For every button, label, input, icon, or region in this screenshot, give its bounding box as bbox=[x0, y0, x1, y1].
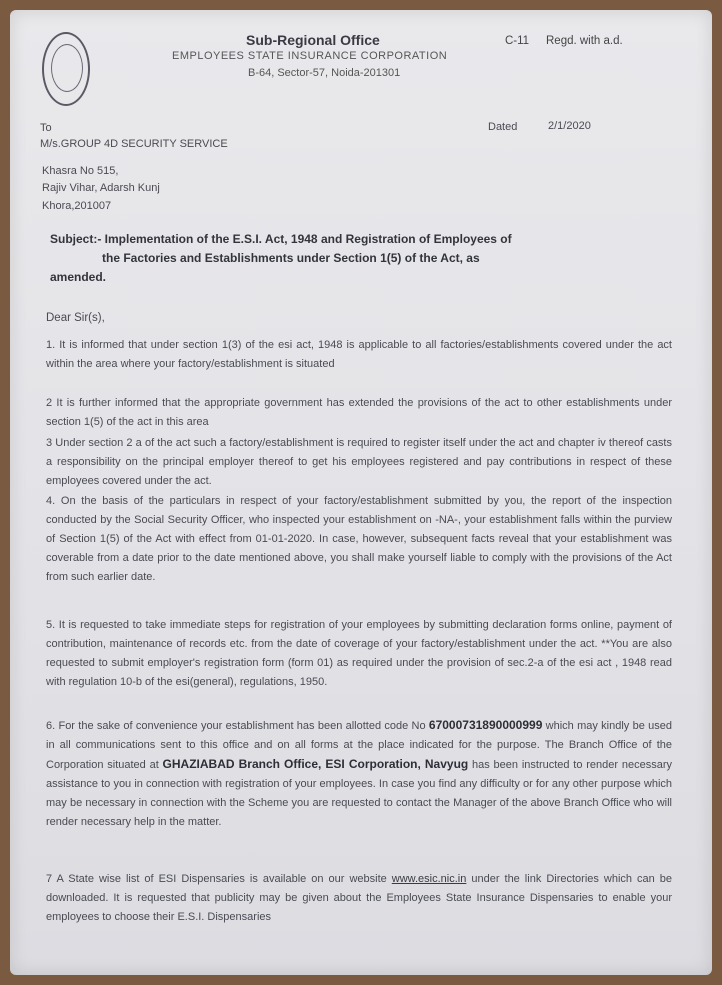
office-address: B-64, Sector-57, Noida-201301 bbox=[248, 67, 401, 79]
recipient-name: M/s.GROUP 4D SECURITY SERVICE bbox=[40, 138, 228, 150]
paragraph-7-text-a: 7 A State wise list of ESI Dispensaries is available on our website bbox=[46, 873, 392, 885]
paragraph-2: 2 It is further informed that the appropriate government has extended the provisions of the act to other establishments under section 1(5) of the act in this area bbox=[46, 397, 672, 428]
paragraph-4: 4. On the basis of the particulars in respect of your factory/establishment submitted by you, the report of the inspection conducted by the Social Security Officer, who inspected your establishment on -NA-, your establishment falls within the purview of Section 1(5) of the Act with effect from 01-01-2020. In case, however, subsequent facts reveal that your establishment was coverable from a date prior to the date mentioned above, you shall make yourself liable to comply with the provisions of the Act from such earlier date. bbox=[46, 495, 672, 583]
office-title: Sub-Regional Office bbox=[246, 32, 380, 48]
recipient-address-2: Rajiv Vihar, Adarsh Kunj bbox=[42, 182, 160, 194]
corporation-name: EMPLOYEES STATE INSURANCE CORPORATION bbox=[172, 50, 448, 62]
subject-line-1: Subject:- Implementation of the E.S.I. Act, 1948 and Registration of Employees of bbox=[50, 232, 512, 246]
esic-emblem-icon bbox=[42, 32, 90, 106]
form-code: C-11 bbox=[505, 35, 530, 47]
to-label: To bbox=[40, 122, 52, 134]
paragraph-7 bbox=[46, 870, 672, 927]
letter-page bbox=[10, 10, 712, 975]
subject bbox=[50, 230, 550, 287]
paragraph-3: 3 Under section 2 a of the act such a factory/establishment is required to register itself under the act and chapter iv thereof casts a responsibility on the principal employer thereof to get his employees registered and pay contributions in respect of these employees covered under the act. bbox=[46, 437, 672, 487]
paragraph-6-text-b: which may kindly be used in all communications sent to this office and on all forms at the place indicated for the purpose. The Branch Office of the Corporation situated at bbox=[46, 720, 672, 771]
paragraph-6-text-a: 6. For the sake of convenience your establishment has been allotted code No bbox=[46, 720, 429, 732]
paragraph-6 bbox=[46, 716, 672, 832]
recipient-address-1: Khasra No 515, bbox=[42, 165, 119, 177]
recipient-address-3: Khora,201007 bbox=[42, 200, 112, 212]
paragraph-5: 5. It is requested to take immediate steps for registration of your employees by submitting declaration forms online, payment of contribution, maintenance of records etc. from the date of coverage of your factory/establishment under the act. **You are also requested to submit employer's registration form (form 01) as required under the provision of sec.2-a of the esi act , 1948 read with regulation 10-b of the esi(general), regulations, 1950. bbox=[46, 619, 672, 688]
paragraph-6-text-c: has been instructed to render necessary assistance to you in connection with registration of your employees. In case you find any difficulty or for any other purpose which may be necessary in connection with the Scheme you are requested to contact the Manager of the above Branch Office who will render necessary help in the matter. bbox=[46, 759, 672, 828]
website-link[interactable]: www.esic.nic.in bbox=[391, 873, 467, 885]
branch-office-name: GHAZIABAD Branch Office, ESI Corporation, Navyug bbox=[162, 757, 469, 771]
dated-label: Dated bbox=[488, 121, 518, 133]
dated-value: 2/1/2020 bbox=[548, 120, 591, 132]
subject-line-2: the Factories and Establishments under Section 1(5) of the Act, as bbox=[102, 251, 480, 265]
regd-note: Regd. with a.d. bbox=[546, 35, 623, 47]
paragraph-1: 1. It is informed that under section 1(3) of the esi act, 1948 is applicable to all factories/establishments covered under the act within the area where your factory/establishment is situated bbox=[46, 339, 672, 370]
paragraph-7-text-b: under the link Directories which can be downloaded. It is requested that publicity may be given about the Employees State Insurance Dispensaries to enable your employees to choose their E.S.I. Dispensaries bbox=[46, 873, 673, 923]
subject-line-3: amended. bbox=[50, 270, 107, 284]
salutation: Dear Sir(s), bbox=[46, 312, 105, 324]
employer-code: 67000731890000999 bbox=[428, 718, 543, 732]
